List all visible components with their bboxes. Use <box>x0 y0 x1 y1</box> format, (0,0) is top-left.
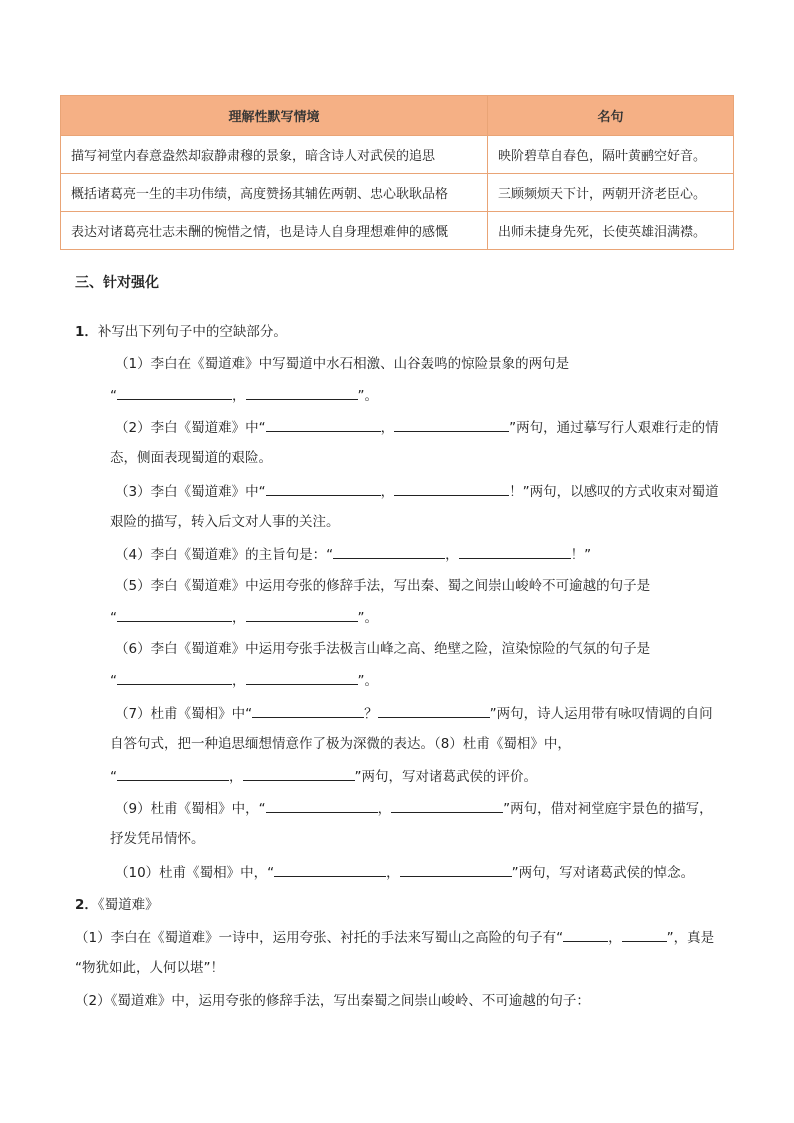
table-row <box>61 136 734 174</box>
answer-blank[interactable] <box>266 798 378 813</box>
comma: ， <box>377 801 392 817</box>
item-text: （7）杜甫《蜀相》中“ <box>115 706 253 722</box>
item-10-line-1 <box>115 862 694 883</box>
cell-context: 表达对诸葛亮壮志未酬的惋惜之情，也是诗人自身理想难伸的感慨 <box>61 212 488 250</box>
cell-context: 描写祠堂内春意盎然却寂静肃穆的景象，暗含诗人对武侯的追思 <box>61 136 488 174</box>
open-quote: “ <box>110 610 117 626</box>
answer-blank[interactable] <box>563 927 608 942</box>
cell-quote: 映阶碧草自春色，隔叶黄鹂空好音。 <box>488 136 734 174</box>
item-5-line-2 <box>110 607 378 628</box>
comma: ， <box>232 610 246 626</box>
item-text: ”两句，通过摹写行人艰难行走的情 <box>509 420 719 436</box>
item-6-line-2 <box>110 670 378 691</box>
header-quote: 名句 <box>488 96 734 136</box>
answer-blank[interactable] <box>252 703 364 718</box>
answer-blank[interactable] <box>333 544 445 559</box>
answer-blank[interactable] <box>391 798 503 813</box>
item-text: ！” <box>570 547 592 563</box>
item-text: （2）李白《蜀道难》中“ <box>115 420 266 436</box>
item-2-line-2: 态，侧面表现蜀道的艰险。 <box>110 450 272 466</box>
item-text: ”两句，写对诸葛武侯的评价。 <box>354 769 537 785</box>
comma: ， <box>229 769 243 785</box>
close-quote: ”。 <box>357 610 378 626</box>
table-row <box>61 174 734 212</box>
answer-blank[interactable] <box>246 670 358 685</box>
comma: ， <box>386 865 400 881</box>
question-mark: ？ <box>364 706 378 722</box>
comma: ， <box>232 673 246 689</box>
cell-quote: 三顾频烦天下计，两朝开济老臣心。 <box>488 174 734 212</box>
answer-blank[interactable] <box>266 481 381 496</box>
item-text: （4）李白《蜀道难》的主旨句是：“ <box>115 547 334 563</box>
answer-blank[interactable] <box>243 766 355 781</box>
open-quote: “ <box>110 769 117 785</box>
answer-blank[interactable] <box>117 385 232 400</box>
item-9-line-1 <box>115 798 713 819</box>
item-text: （10）杜甫《蜀相》中，“ <box>115 865 275 881</box>
item-6-line-1: （6）李白《蜀道难》中运用夸张手法极言山峰之高、绝壁之险，渲染惊险的气氛的句子是 <box>115 641 651 657</box>
q2-item-1-line-1 <box>75 927 714 948</box>
item-text: ！”两句，以感叹的方式收束对蜀道 <box>509 484 719 500</box>
comma: ， <box>608 930 622 946</box>
answer-blank[interactable] <box>246 607 358 622</box>
answer-blank[interactable] <box>622 927 667 942</box>
q2-item-1-line-2: “物犹如此，人何以堪”！ <box>75 960 224 976</box>
cell-quote: 出师未捷身先死，长使英雄泪满襟。 <box>488 212 734 250</box>
question-1-heading <box>75 322 287 342</box>
close-quote: ”。 <box>357 388 378 404</box>
answer-blank[interactable] <box>266 417 381 432</box>
section-title: 三、针对强化 <box>75 275 159 291</box>
answer-blank[interactable] <box>117 607 232 622</box>
item-7-line-1 <box>115 703 713 724</box>
item-text: （1）李白在《蜀道难》一诗中，运用夸张、衬托的手法来写蜀山之高险的句子有“ <box>75 930 564 946</box>
q2-item-2-line-1: （2）《蜀道难》中，运用夸张的修辞手法，写出秦蜀之间崇山峻岭、不可逾越的句子： <box>75 993 590 1009</box>
item-text: （9）杜甫《蜀相》中，“ <box>115 801 266 817</box>
table-row <box>61 212 734 250</box>
item-7-line-2: 自答句式，把一种追思缅想情意作了极为深微的表达。（8）杜甫《蜀相》中， <box>110 736 571 752</box>
open-quote: “ <box>110 388 117 404</box>
item-8-line <box>110 766 537 787</box>
header-context: 理解性默写情境 <box>61 96 488 136</box>
answer-blank[interactable] <box>400 862 512 877</box>
item-3-line-2: 艰险的描写，转入后文对人事的关注。 <box>110 514 340 530</box>
item-2-line-1 <box>115 417 719 438</box>
item-1-line-1: （1）李白在《蜀道难》中写蜀道中水石相激、山谷轰鸣的惊险景象的两句是 <box>115 356 570 372</box>
item-1-line-2 <box>110 385 378 406</box>
reference-table <box>60 95 734 250</box>
comma: ， <box>380 484 395 500</box>
question-number: 2． <box>75 897 98 913</box>
item-9-line-2: 抒发凭吊情怀。 <box>110 831 205 847</box>
cell-context: 概括诸葛亮一生的丰功伟绩，高度赞扬其辅佐两朝、忠心耿耿品格 <box>61 174 488 212</box>
answer-blank[interactable] <box>274 862 386 877</box>
item-text: （3）李白《蜀道难》中“ <box>115 484 266 500</box>
question-title: 《蜀道难》 <box>97 897 159 913</box>
item-text: ”两句，借对祠堂庭宇景色的描写， <box>503 801 713 817</box>
item-text: ”，真是 <box>666 930 715 946</box>
open-quote: “ <box>110 673 117 689</box>
item-4-line-1 <box>115 544 591 565</box>
answer-blank[interactable] <box>394 417 509 432</box>
answer-blank[interactable] <box>459 544 571 559</box>
item-5-line-1: （5）李白《蜀道难》中运用夸张的修辞手法，写出秦、蜀之间崇山峻岭不可逾越的句子是 <box>115 578 651 594</box>
question-2-heading <box>75 895 159 915</box>
question-title: 补写出下列句子中的空缺部分。 <box>97 324 287 340</box>
answer-blank[interactable] <box>246 385 358 400</box>
answer-blank[interactable] <box>117 766 229 781</box>
close-quote: ”。 <box>357 673 378 689</box>
answer-blank[interactable] <box>378 703 490 718</box>
question-number: 1． <box>75 324 98 340</box>
comma: ， <box>445 547 459 563</box>
item-text: ”两句，诗人运用带有咏叹情调的自问 <box>489 706 713 722</box>
reference-table-container <box>60 95 734 250</box>
comma: ， <box>232 388 246 404</box>
answer-blank[interactable] <box>394 481 509 496</box>
table-header-row <box>61 96 734 136</box>
item-text: ”两句，写对诸葛武侯的悼念。 <box>511 865 695 881</box>
comma: ， <box>380 420 395 436</box>
answer-blank[interactable] <box>117 670 232 685</box>
item-3-line-1 <box>115 481 719 502</box>
